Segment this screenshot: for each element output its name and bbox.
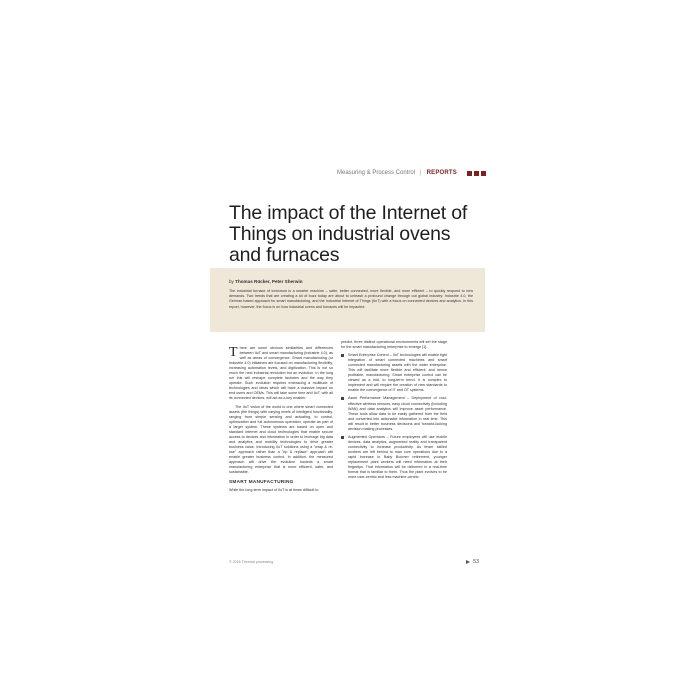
page-number: 53 bbox=[473, 559, 480, 565]
paragraph-text: here are some obvious similarities and differences between IIoT and smart manufacturing (Industrie 4.0), as well as areas of convergence. Smart manufacturing (or Industrie 4.0) initiatives are focused on manufacturing flexibility, increasing automation levels, and digitization. This is not so much the next industrial revolution but an evolution. In the long run this will reshape complete factories and the way they operate. Such evolution requires embracing a multitude of technologies and ideas which will have a massive impact on end users and OEMs. This will take some time and IIoT, with all its connected devices, will act as a key enabler. bbox=[229, 346, 333, 401]
section-subheading: SMART MANUFACTURING bbox=[229, 480, 294, 486]
abstract-box bbox=[210, 268, 485, 332]
drop-cap: T bbox=[229, 345, 238, 360]
journal-section-label: Measuring & Process Control bbox=[336, 170, 416, 176]
header-separator: | bbox=[420, 170, 422, 176]
abstract-text: The industrial furnace of tomorrow is a smarter machine – safer, better connected, more flexible, and more efficient – to quickly respond to new demands. Two trends that are creating a lot of buzz today are about to unleash a profound change through out global industry: Industrie 4.0, the German based approach for smart manufacturing, and the Industrial Internet of Things (IIoT) with a focus on connected devices and analytics. In this report, however, the focus is on how industrial ovens and furnaces will be impacted. bbox=[229, 289, 473, 309]
bullet-item bbox=[341, 435, 447, 480]
author-names: Thomas Rücker, Peter Sherwin bbox=[235, 279, 303, 284]
body-column-left bbox=[229, 346, 333, 496]
article-title: The impact of the Internet of Things on industrial ovens and furnaces bbox=[229, 202, 468, 266]
section-marker-icon bbox=[467, 171, 486, 176]
bullet-text: Smart Enterprise Control – IIoT technologies will enable tight integration of smart connected machines and smart connected manufacturing assets with the wider enterprise. This will facilitate more flexible and efficient, and hence profitable, manufacturing. Smart enterprise control can be viewed as a mid- to long-term trend. It is complex to implement and will require the creation of new standards to enable the convergence of IT and OT systems. bbox=[348, 353, 447, 393]
bullet-text: Augmented Operators – Future employees will use mobile devices, data analytics, augmented reality and transparent connectivity to increase productivity. As fewer skilled workers are left behind to man core operations due to a rapid increase in Baby Boomer retirement, younger replacement plant workers will need information at their fingertips. That information will be delivered in a real-time format that is familiar to them. Thus the plant evolves to be more user-centric and less machine-centric. bbox=[348, 434, 447, 480]
body-paragraph: predict, three distinct operational environments will set the stage for the smart manufacturing enterprise to emerge [1]. bbox=[341, 340, 447, 350]
body-paragraph: The IIoT vision of the world is one where smart connected assets (the things) with varying levels of intelligent functionality, ranging from simple sensing and actuating, to control, optimization and full autonomous operation, operate as part of a larger system. These systems are based on open and standard internet and cloud technologies that enable secure access to devices and information in order to leverage big data and analytics and mobility technologies to drive greater business value. Introducing IIoT solutions using a "wrap & re-use" approach rather than a "rip & replace" approach will enable greater business control. In addition, the measured approach will drive the evolution towards a smart manufacturing enterprise that is more efficient, safer, and sustainable. bbox=[229, 404, 333, 475]
bullet-item bbox=[341, 396, 447, 431]
bullet-item bbox=[341, 353, 447, 393]
body-paragraph bbox=[229, 346, 333, 402]
byline bbox=[229, 279, 473, 284]
bullet-text: Asset Performance Management – Deployment of cost-effective wireless sensors, easy cloud connectivity (including WAN) and data analytics will improve asset performance. These tools allow data to be easily gathered from the field and converted into actionable information in real time. This will result in better business decisions and forward-looking decision making processes. bbox=[348, 396, 447, 431]
bullet-square-icon bbox=[341, 436, 344, 439]
body-paragraph: While the long-term impact of IIoT is at times difficult to bbox=[229, 488, 319, 493]
body-column-right bbox=[341, 340, 447, 483]
running-header bbox=[337, 170, 486, 176]
footer-page-marker bbox=[466, 559, 479, 565]
section-label: REPORTS bbox=[426, 170, 457, 176]
triangle-right-icon bbox=[466, 560, 470, 564]
byline-prefix: by bbox=[229, 279, 234, 284]
bullet-square-icon bbox=[341, 397, 344, 400]
bullet-square-icon bbox=[341, 354, 344, 357]
footer-copyright: © 2016 Thermal processing bbox=[229, 560, 274, 564]
